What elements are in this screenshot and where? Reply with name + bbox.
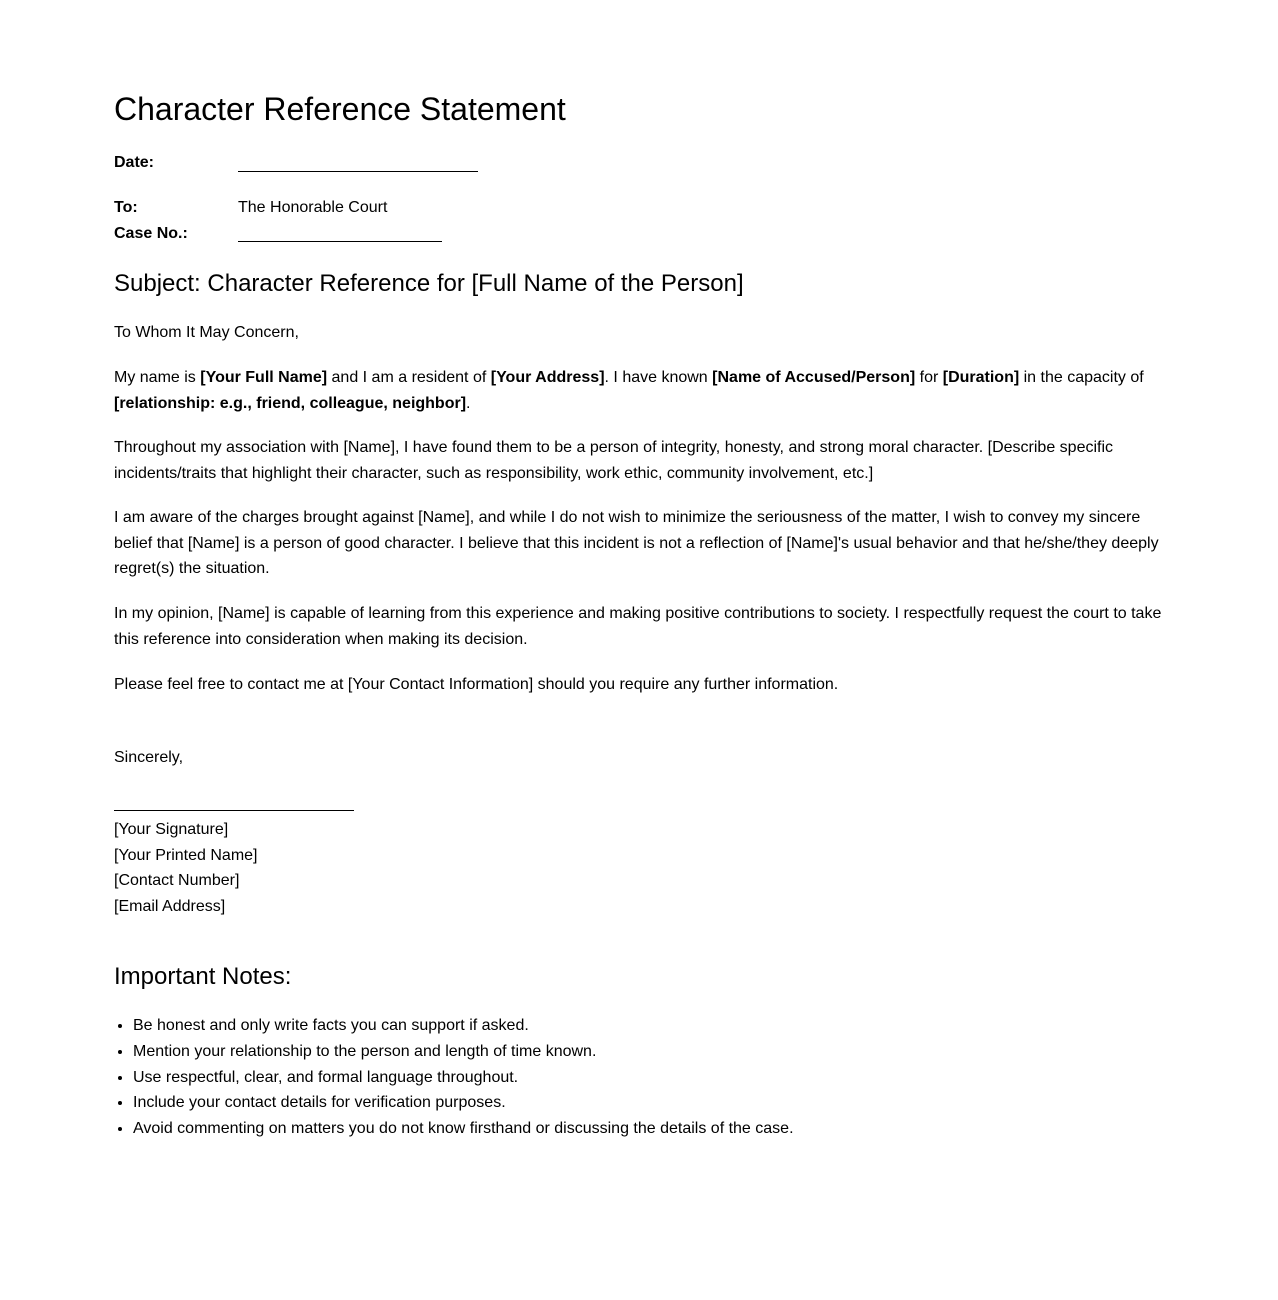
to-label: To: bbox=[114, 199, 138, 216]
salutation: To Whom It May Concern, bbox=[114, 324, 299, 341]
list-item: • Be honest and only write facts you can support if asked. bbox=[133, 1013, 794, 1039]
signature-line bbox=[114, 810, 354, 811]
case-number-label: Case No.: bbox=[114, 225, 188, 242]
charges-paragraph: I am aware of the charges brought against [Name], and while I do not wish to minimize the seriousness of the matter, I wish to convey my sincere belief that [Name] is a person of good character. I believe that this incident is not a reflection of [Name]'s usual behavior and that he/she/they deeply regret(s) the situation. bbox=[114, 509, 1159, 577]
accused-name-placeholder: [Name of Accused/Person] bbox=[712, 369, 916, 386]
signature-placeholder: [Your Signature] bbox=[114, 821, 229, 838]
intro-text-5: in the capacity of bbox=[1019, 369, 1144, 386]
association-paragraph: Throughout my association with [Name], I have found them to be a person of integrity, honesty, and strong moral character. [Describe specific incidents/traits that highlight their character, such as responsibility, work ethic, community involvement, etc.] bbox=[114, 439, 1114, 482]
intro-text-2: and I am a resident of bbox=[327, 369, 491, 386]
relationship-placeholder: [relationship: e.g., friend, colleague, neighbor] bbox=[114, 394, 467, 412]
email-address-placeholder: [Email Address] bbox=[114, 897, 226, 915]
intro-text-1: My name is bbox=[114, 369, 201, 386]
intro-text-3: . I have known bbox=[604, 369, 713, 386]
list-item: • Include your contact details for verification purposes. bbox=[133, 1090, 794, 1116]
contact-paragraph: Please feel free to contact me at [Your Contact Information] should you require any further information. bbox=[114, 676, 839, 693]
important-notes-list bbox=[114, 1013, 794, 1142]
your-address-placeholder: [Your Address] bbox=[490, 369, 605, 386]
list-item: • Use respectful, clear, and formal language throughout. bbox=[133, 1065, 794, 1091]
list-item: • Mention your relationship to the person and length of time known. bbox=[133, 1039, 794, 1065]
date-label: Date: bbox=[114, 154, 155, 171]
intro-paragraph bbox=[114, 365, 1174, 416]
duration-placeholder: [Duration] bbox=[942, 369, 1020, 386]
subject-heading: Subject: Character Reference for [Full Name of the Person] bbox=[114, 270, 744, 297]
closing: Sincerely, bbox=[114, 749, 184, 766]
important-notes-heading: Important Notes: bbox=[114, 963, 292, 990]
your-full-name-placeholder: [Your Full Name] bbox=[200, 369, 328, 386]
intro-text-4: for bbox=[915, 369, 943, 386]
opinion-paragraph: In my opinion, [Name] is capable of learning from this experience and making positive contributions to society. I respectfully request the court to take this reference into consideration when making its decision. bbox=[114, 605, 1162, 648]
printed-name-placeholder: [Your Printed Name] bbox=[114, 846, 258, 864]
intro-text-6: . bbox=[466, 394, 471, 412]
signature-block bbox=[114, 817, 257, 919]
date-blank-line bbox=[238, 171, 478, 172]
list-item: • Avoid commenting on matters you do not know firsthand or discussing the details of the case. bbox=[133, 1116, 794, 1142]
contact-number-placeholder: [Contact Number] bbox=[114, 872, 240, 889]
to-value: The Honorable Court bbox=[238, 199, 388, 216]
case-number-blank-line bbox=[238, 241, 442, 242]
document-title: Character Reference Statement bbox=[114, 91, 566, 127]
